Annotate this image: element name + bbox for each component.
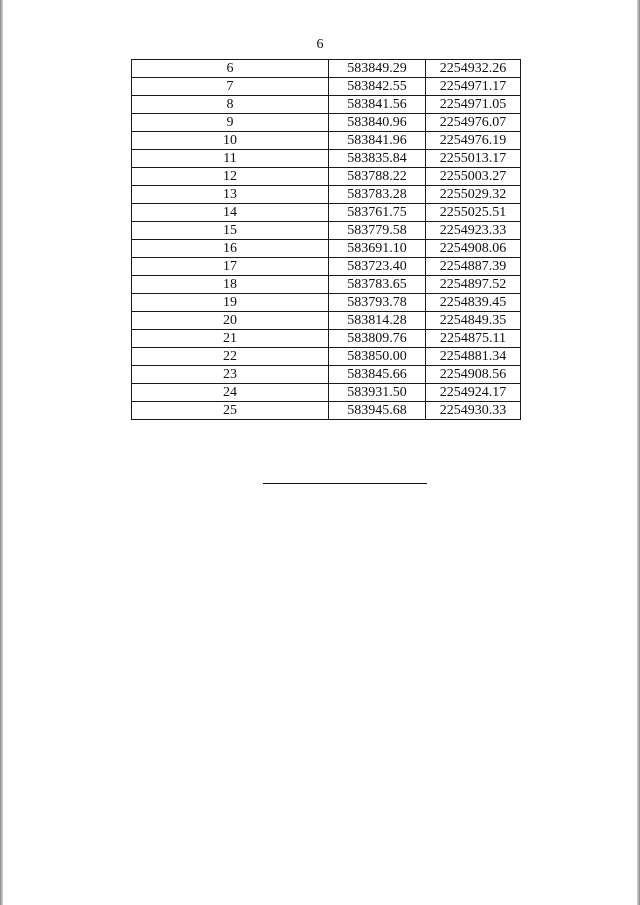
table-row xyxy=(132,312,521,330)
y-coordinate-cell: 2254930.33 xyxy=(426,402,521,420)
point-number-cell: 12 xyxy=(132,168,329,186)
table-row xyxy=(132,276,521,294)
point-number-cell: 21 xyxy=(132,330,329,348)
x-coordinate-cell: 583783.28 xyxy=(329,186,426,204)
x-coordinate-cell: 583779.58 xyxy=(329,222,426,240)
point-number-cell: 9 xyxy=(132,114,329,132)
x-coordinate-cell: 583931.50 xyxy=(329,384,426,402)
table-row xyxy=(132,384,521,402)
point-number-cell: 6 xyxy=(132,60,329,78)
point-number-cell: 8 xyxy=(132,96,329,114)
y-coordinate-cell: 2255025.51 xyxy=(426,204,521,222)
y-coordinate-cell: 2254971.05 xyxy=(426,96,521,114)
x-coordinate-cell: 583788.22 xyxy=(329,168,426,186)
point-number-cell: 20 xyxy=(132,312,329,330)
x-coordinate-cell: 583783.65 xyxy=(329,276,426,294)
x-coordinate-cell: 583761.75 xyxy=(329,204,426,222)
table-row xyxy=(132,96,521,114)
point-number-cell: 7 xyxy=(132,78,329,96)
table-row xyxy=(132,348,521,366)
table-row xyxy=(132,402,521,420)
point-number-cell: 19 xyxy=(132,294,329,312)
table-row xyxy=(132,294,521,312)
table-row xyxy=(132,186,521,204)
y-coordinate-cell: 2254881.34 xyxy=(426,348,521,366)
table-row xyxy=(132,366,521,384)
table-row xyxy=(132,258,521,276)
point-number-cell: 15 xyxy=(132,222,329,240)
y-coordinate-cell: 2255029.32 xyxy=(426,186,521,204)
point-number-cell: 18 xyxy=(132,276,329,294)
y-coordinate-cell: 2254908.06 xyxy=(426,240,521,258)
y-coordinate-cell: 2255013.17 xyxy=(426,150,521,168)
point-number-cell: 17 xyxy=(132,258,329,276)
y-coordinate-cell: 2254908.56 xyxy=(426,366,521,384)
table-row xyxy=(132,240,521,258)
x-coordinate-cell: 583841.96 xyxy=(329,132,426,150)
x-coordinate-cell: 583691.10 xyxy=(329,240,426,258)
table-row xyxy=(132,114,521,132)
table-row xyxy=(132,204,521,222)
page-number: 6 xyxy=(316,37,324,52)
y-coordinate-cell: 2255003.27 xyxy=(426,168,521,186)
y-coordinate-cell: 2254924.17 xyxy=(426,384,521,402)
table-row xyxy=(132,168,521,186)
x-coordinate-cell: 583850.00 xyxy=(329,348,426,366)
table-row xyxy=(132,132,521,150)
y-coordinate-cell: 2254971.17 xyxy=(426,78,521,96)
point-number-cell: 16 xyxy=(132,240,329,258)
y-coordinate-cell: 2254976.19 xyxy=(426,132,521,150)
point-number-cell: 23 xyxy=(132,366,329,384)
y-coordinate-cell: 2254875.11 xyxy=(426,330,521,348)
x-coordinate-cell: 583849.29 xyxy=(329,60,426,78)
point-number-cell: 14 xyxy=(132,204,329,222)
y-coordinate-cell: 2254839.45 xyxy=(426,294,521,312)
table-row xyxy=(132,222,521,240)
table-row xyxy=(132,330,521,348)
y-coordinate-cell: 2254923.33 xyxy=(426,222,521,240)
y-coordinate-cell: 2254976.07 xyxy=(426,114,521,132)
table-row xyxy=(132,60,521,78)
point-number-cell: 11 xyxy=(132,150,329,168)
x-coordinate-cell: 583840.96 xyxy=(329,114,426,132)
x-coordinate-cell: 583814.28 xyxy=(329,312,426,330)
y-coordinate-cell: 2254887.39 xyxy=(426,258,521,276)
point-number-cell: 25 xyxy=(132,402,329,420)
x-coordinate-cell: 583845.66 xyxy=(329,366,426,384)
x-coordinate-cell: 583945.68 xyxy=(329,402,426,420)
point-number-cell: 22 xyxy=(132,348,329,366)
end-of-document-rule xyxy=(263,483,427,484)
x-coordinate-cell: 583841.56 xyxy=(329,96,426,114)
x-coordinate-cell: 583809.76 xyxy=(329,330,426,348)
coordinates-table xyxy=(131,59,521,420)
x-coordinate-cell: 583835.84 xyxy=(329,150,426,168)
y-coordinate-cell: 2254849.35 xyxy=(426,312,521,330)
coordinates-table-body xyxy=(132,60,521,420)
y-coordinate-cell: 2254897.52 xyxy=(426,276,521,294)
point-number-cell: 13 xyxy=(132,186,329,204)
point-number-cell: 10 xyxy=(132,132,329,150)
x-coordinate-cell: 583842.55 xyxy=(329,78,426,96)
point-number-cell: 24 xyxy=(132,384,329,402)
x-coordinate-cell: 583793.78 xyxy=(329,294,426,312)
y-coordinate-cell: 2254932.26 xyxy=(426,60,521,78)
x-coordinate-cell: 583723.40 xyxy=(329,258,426,276)
table-row xyxy=(132,150,521,168)
table-row xyxy=(132,78,521,96)
scan-edge-left xyxy=(0,0,3,905)
